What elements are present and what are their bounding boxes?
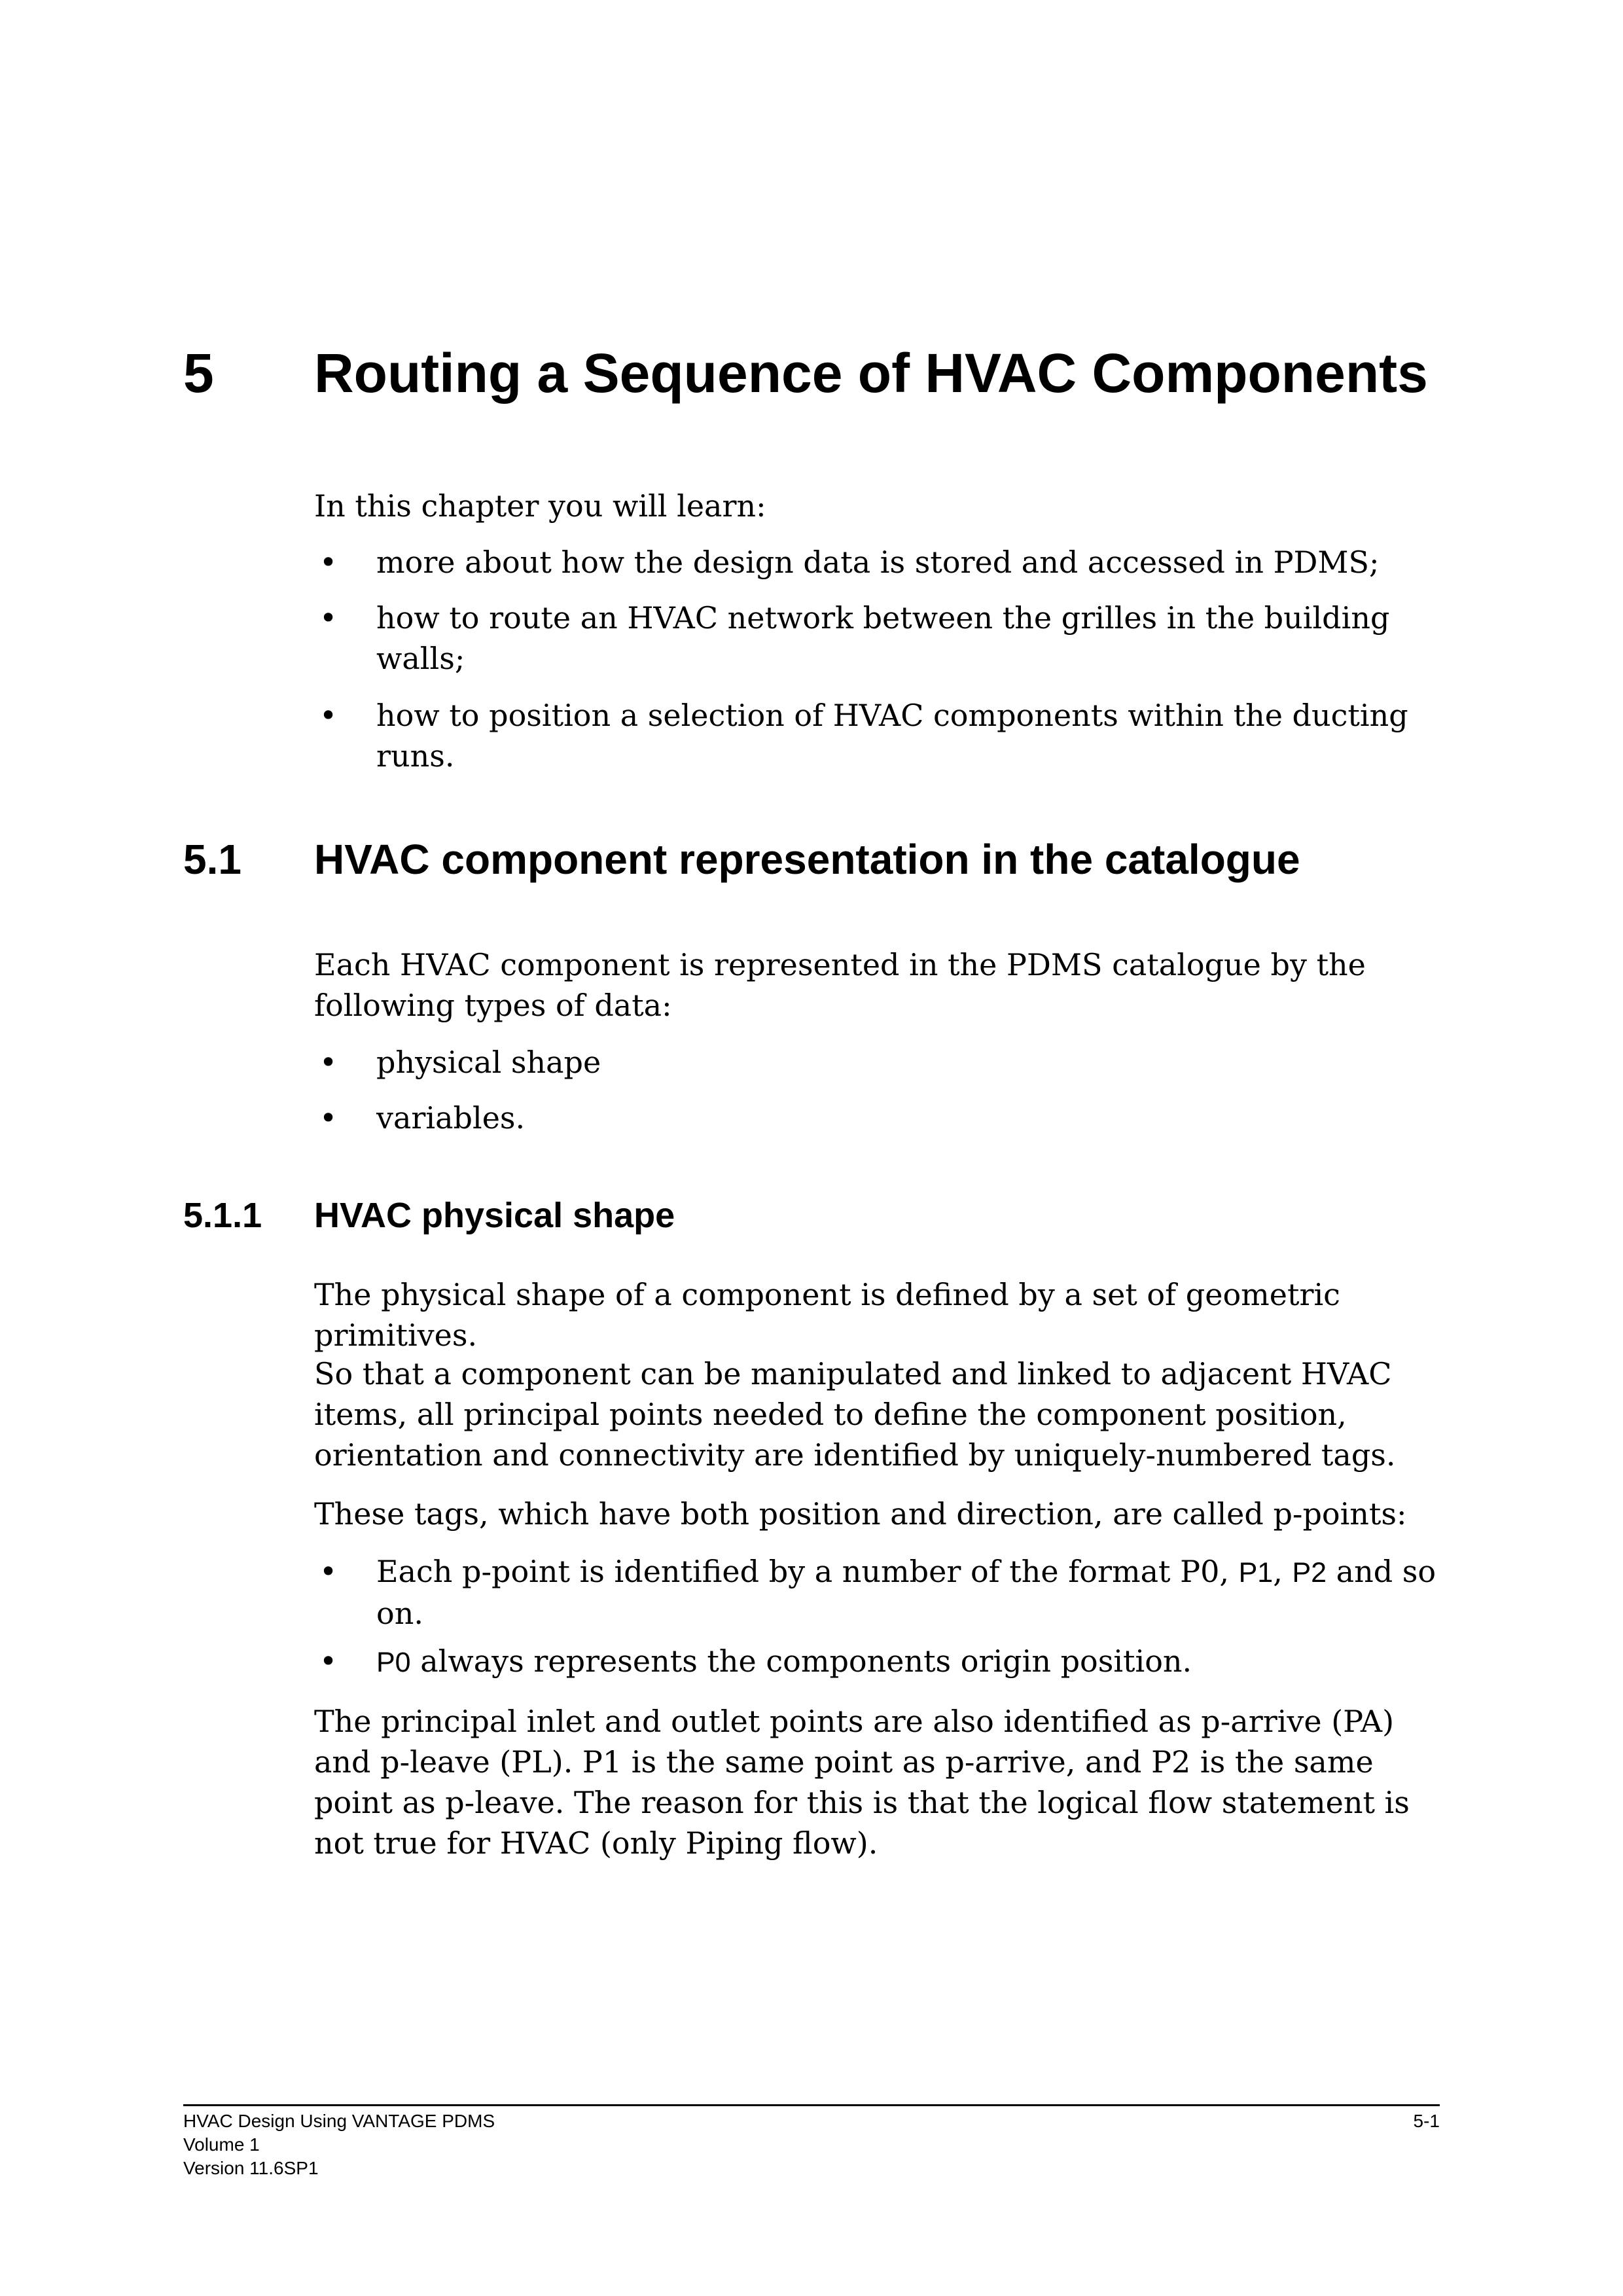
footer-doc-title: HVAC Design Using VANTAGE PDMS [183,2111,495,2131]
p-points-colon: : [1397,1496,1407,1532]
data-type-item-1 [314,1042,1453,1083]
learn-item-text: more about how the design data is stored and accessed in PDMS; [376,545,1380,580]
footer-version: Version 11.6SP1 [183,2158,319,2178]
footer-page-number: 5-1 [1413,2111,1440,2131]
footer-volume: Volume 1 [183,2134,260,2155]
data-type-text: variables. [376,1100,526,1136]
data-type-item-2 [314,1098,1453,1138]
bullet-icon: • [319,545,338,580]
section-paragraph: Each HVAC component is represented in the PDMS catalogue by the following types of data: [314,947,1366,1023]
p2-code: P2 [1292,1557,1327,1588]
paragraph-inlet-outlet: The principal inlet and outlet points are also identified as p-arrive (PA) and p-leave (PL). P1 is the same point as p-arrive, and P2 is the same point as p-leave. The reason for this is that the logical flow statement is not true for HVAC (only Piping flow). [314,1704,1410,1861]
p-point-text: Each p-point is identified by a number of the format P0, [376,1554,1239,1589]
bullet-icon: • [319,698,338,733]
intro-text: In this chapter you will learn: [314,488,766,524]
p1-code: P1 [1238,1557,1274,1588]
p0-text: always represents the components origin position. [410,1643,1192,1679]
p-points-lead: These tags, which have both position and direction, are called [314,1496,1274,1532]
learn-item-1 [314,542,1453,583]
data-type-text: physical shape [376,1045,601,1080]
paragraph-p-points [314,1494,1453,1534]
subsection-heading [183,1189,675,1242]
p-point-sep: , [1273,1554,1293,1589]
subsection-number: 5.1.1 [183,1196,262,1235]
bullet-icon: • [319,1045,338,1080]
section-heading [183,830,1300,889]
learn-item-text: how to route an HVAC network between the grilles in the building walls; [376,600,1390,676]
learn-item-text: how to position a selection of HVAC components within the ducting runs. [376,698,1408,774]
bullet-icon: • [319,1100,338,1136]
bullet-icon: • [319,1554,338,1589]
section-number: 5.1 [183,836,241,883]
learn-item-3 [314,695,1453,776]
chapter-heading [183,337,1428,409]
bullet-icon: • [319,600,338,636]
chapter-title: Routing a Sequence of HVAC Components [314,342,1428,404]
paragraph-primitives: The physical shape of a component is defined by a set of geometric primitives. [314,1277,1340,1353]
subsection-title: HVAC physical shape [314,1196,675,1235]
p-points-term: p-points [1273,1496,1397,1532]
p0-code: P0 [376,1647,411,1678]
bullet-icon: • [319,1643,338,1679]
learn-item-2 [314,598,1453,679]
chapter-number: 5 [183,342,214,404]
p-point-text-end: and so on. [376,1554,1436,1631]
p-point-bullet-2 [314,1641,1453,1683]
p-point-bullet-1 [314,1551,1453,1634]
footer-rule [183,2104,1440,2106]
section-title: HVAC component representation in the catalogue [314,836,1300,883]
paragraph-tags: So that a component can be manipulated and linked to adjacent HVAC items, all principal points needed to define the component position, orientation and connectivity are identified by uniquely-numbered tags. [314,1356,1396,1473]
